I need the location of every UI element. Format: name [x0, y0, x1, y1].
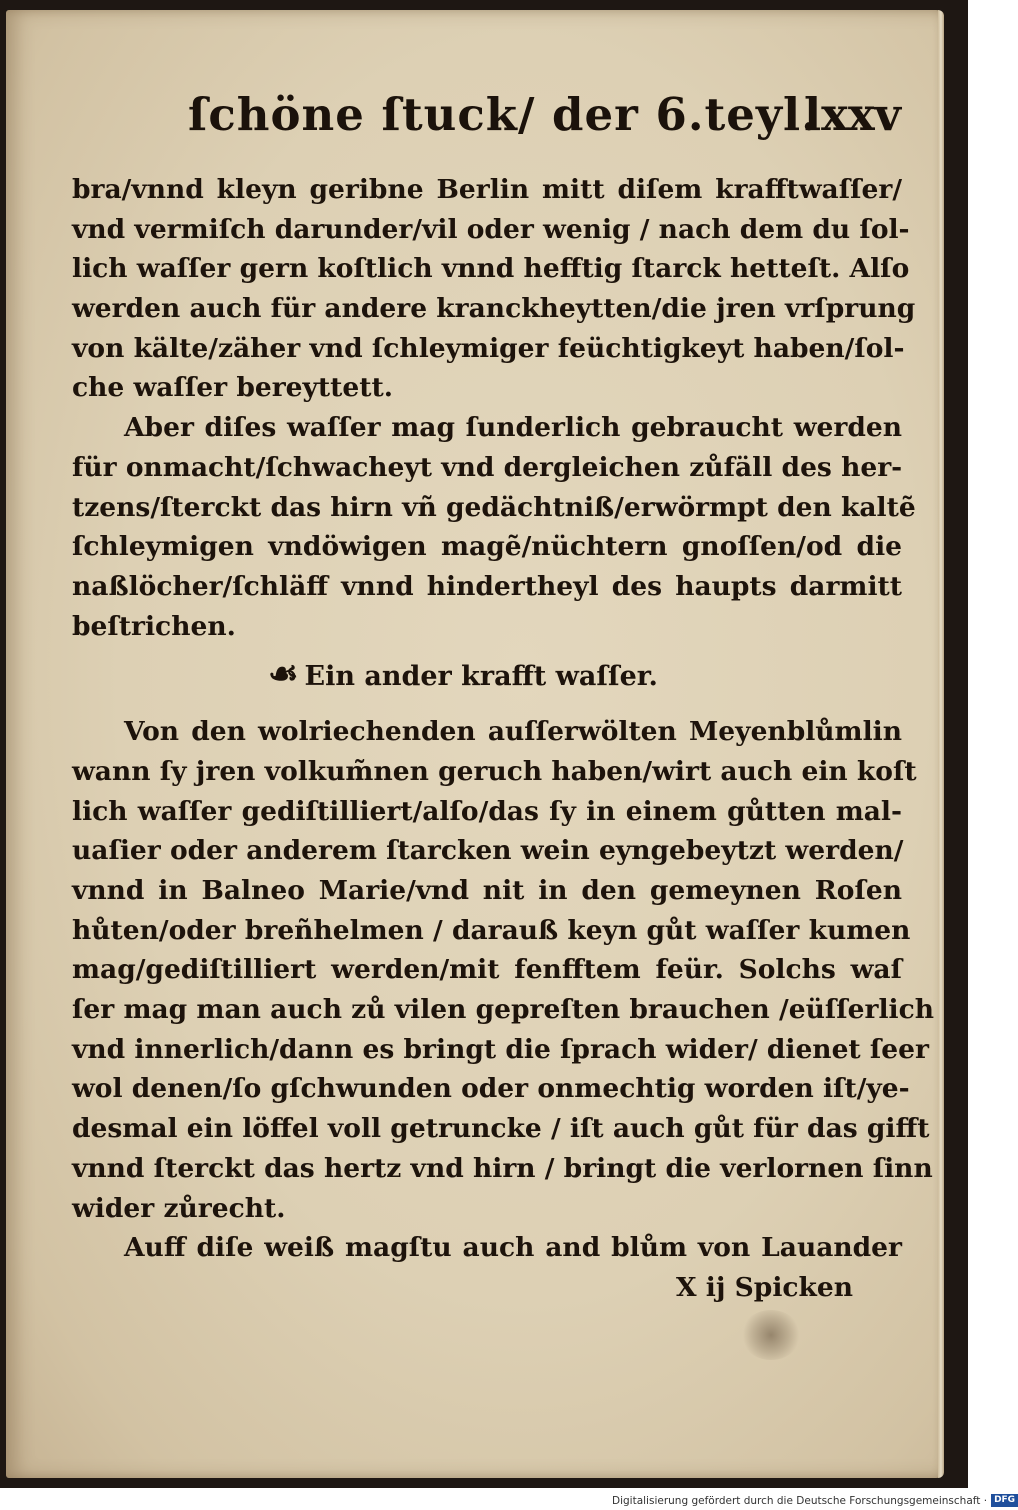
text-line: naßlöcher/ſchläff vnnd hindertheyl des haupts darmitt: [72, 570, 902, 602]
book-page: [6, 10, 944, 1478]
text-line: vnd innerlich/dann es bringt die ſprach wider/ dienet ſeer: [72, 1033, 929, 1065]
text-line: vnnd in Balneo Marie/vnd nit in den gemeynen Roſen: [72, 875, 902, 906]
ink-blot: [741, 1310, 801, 1360]
text-line: bra/vnnd kleyn geribne Berlin mitt diſem krafftwaſſer/: [72, 174, 902, 205]
paragraph-1: [72, 170, 916, 408]
text-line: uaſier oder anderem ſtarcken wein eyngebeytzt werden/: [72, 835, 904, 867]
text-line: Aber diſes waſſer mag ſunderlich gebraucht werden: [124, 412, 902, 444]
text-line: hůten/oder breñhelmen / darauß keyn gůt waſſer kumen: [72, 914, 911, 946]
section-heading-text: Ein ander krafft waſſer.: [304, 661, 658, 693]
text-line: che waſſer bereyttett.: [72, 372, 393, 404]
main-text: [72, 170, 934, 1308]
folio-number: lxxv: [804, 88, 901, 141]
paragraph-mark-icon: ☙: [268, 654, 299, 695]
text-line: wann ſy jren volkum̃nen geruch haben/wirt auch ein koſt: [72, 755, 917, 787]
text-line: tzens/ſterckt das hirn vñ gedächtniß/erwörmpt den kaltẽ: [72, 491, 916, 523]
text-line: vnd vermiſch darunder/vil oder wenig / nach dem du ſol‑: [72, 213, 910, 245]
page-edge: [938, 10, 944, 1478]
text-line: lich waſſer gediſtilliert/alſo/das ſy in einem gůtten mal‑: [72, 795, 902, 827]
text-line: beſtrichen.: [72, 610, 236, 642]
text-line: ſchleymigen vndöwigen magẽ/nüchtern gnoſſen/od die: [72, 531, 902, 563]
text-line: vnnd ſterckt das hertz vnd hirn / bringt die verlornen ſinn: [72, 1152, 933, 1184]
text-line: von kälte/zäher vnd ſchleymiger feüchtigkeyt haben/ſol‑: [72, 332, 905, 364]
section-heading: [72, 646, 902, 702]
text-line: für onmacht/ſchwacheyt vnd dergleichen zůfäll des her‑: [72, 451, 903, 483]
paragraph-4: [72, 1228, 902, 1268]
paragraph-3: [72, 712, 934, 1228]
dfg-logo[interactable]: DFG: [991, 1494, 1018, 1507]
running-head: [6, 88, 944, 158]
text-line: ſer mag man auch zů vilen gepreſten brauchen /eüſſerlich: [72, 994, 934, 1026]
text-line: wider zůrecht.: [72, 1192, 286, 1224]
text-line: desmal ein löffel voll getruncke / iſt auch gůt für das gifft: [72, 1113, 930, 1145]
credit-text: Digitalisierung gefördert durch die Deutsche Forschungsgemeinschaft ·: [612, 1494, 988, 1507]
text-line: Von den wolriechenden auſſerwölten Meyenblůmlin: [124, 716, 902, 748]
text-line: lich waſſer gern koſtlich vnnd hefftig ſtarck hetteſt. Alſo: [72, 253, 910, 285]
text-line: wol denen/ſo gſchwunden oder onmechtig worden iſt/ye‑: [72, 1073, 910, 1105]
text-line: mag/gediſtilliert werden/mit fenfftem feür. Solchs waſ: [72, 954, 902, 986]
catchword-line: X ij Spicken: [676, 1271, 854, 1303]
digitization-credit: [612, 1494, 1018, 1507]
running-title: ſchöne ſtuck/ der 6.teyl.: [188, 88, 818, 141]
text-line: Auff diſe weiß magſtu auch and blům von Lauander: [124, 1232, 902, 1264]
paragraph-2: [72, 408, 916, 646]
text-line: werden auch für andere kranckheytten/die jren vrſprung: [72, 293, 916, 325]
